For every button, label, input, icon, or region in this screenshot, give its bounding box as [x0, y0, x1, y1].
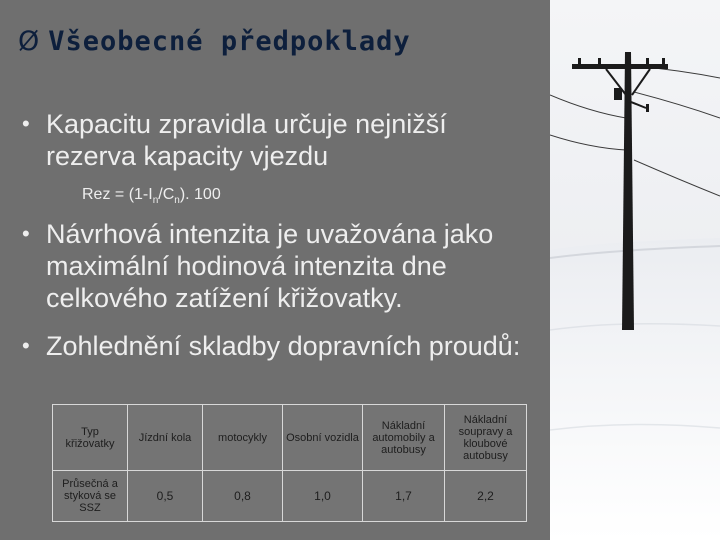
formula-part-2: /C	[158, 186, 175, 203]
table-header-row	[53, 405, 527, 471]
table-cell: 0,8	[203, 471, 283, 522]
bullet-traffic-composition	[22, 330, 542, 362]
bullet-dot-icon: •	[22, 221, 30, 246]
table-cell: Průsečná a styková se SSZ	[53, 471, 128, 522]
table-header-cell: Typ křižovatky	[53, 405, 128, 471]
title-arrow-icon: Ø	[18, 26, 41, 57]
table-header-cell: Osobní vozidla	[283, 405, 363, 471]
reserve-formula	[82, 186, 221, 206]
bullet-traffic-composition-text: Zohlednění skladby dopravních proudů:	[46, 331, 521, 361]
formula-part-3: ). 100	[179, 186, 221, 203]
formula-sub-2: n	[174, 195, 180, 207]
bullet-design-intensity-text: Návrhová intenzita je uvažována jako maximální hodinová intenzita dne celkového zatížení křižovatky.	[46, 219, 494, 313]
telegraph-pole-photo	[550, 0, 720, 540]
bullet-design-intensity	[22, 218, 542, 314]
title-text: Všeobecné předpoklady	[48, 26, 411, 57]
table-header-cell: motocykly	[203, 405, 283, 471]
table-cell: 1,7	[363, 471, 445, 522]
bullet-capacity	[22, 108, 542, 172]
table-header-cell: Nákladní soupravy a kloubové autobusy	[445, 405, 527, 471]
table-row	[53, 471, 527, 522]
slide-title	[18, 26, 411, 57]
vehicle-coefficient-table	[52, 404, 527, 522]
bullet-dot-icon: •	[22, 111, 30, 136]
bullet-dot-icon: •	[22, 333, 30, 358]
bullet-capacity-text: Kapacitu zpravidla určuje nejnižší rezerva kapacity vjezdu	[46, 109, 447, 171]
table-header-cell: Jízdní kola	[128, 405, 203, 471]
table-cell: 2,2	[445, 471, 527, 522]
formula-part-1: Rez = (1-I	[82, 186, 153, 203]
table-header-cell: Nákladní automobily a autobusy	[363, 405, 445, 471]
table-cell: 0,5	[128, 471, 203, 522]
table-cell: 1,0	[283, 471, 363, 522]
formula-sub-1: n	[152, 195, 159, 207]
